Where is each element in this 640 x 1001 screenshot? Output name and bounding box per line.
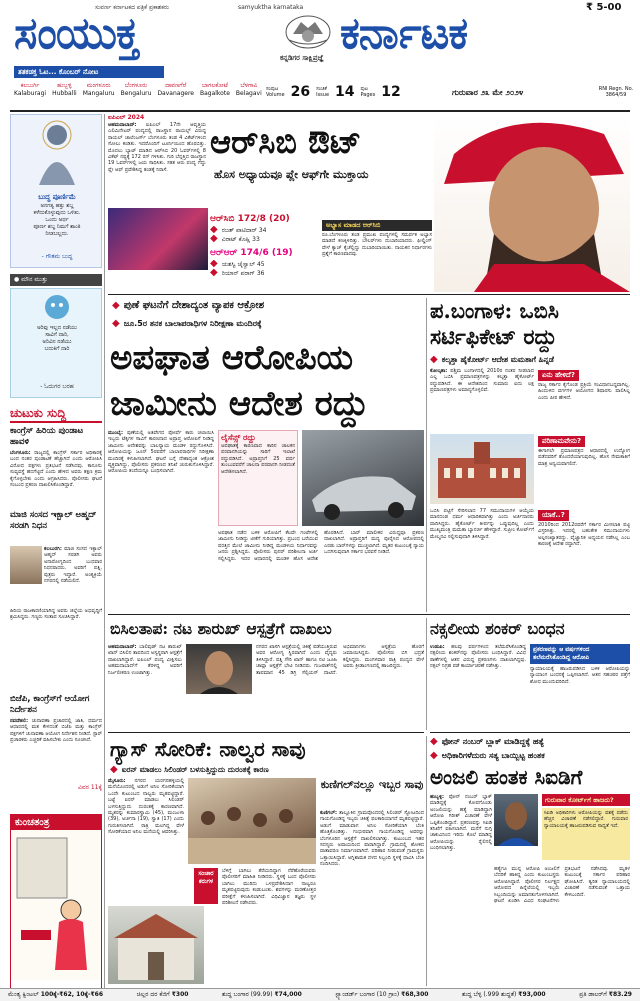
quote-title: ಬುದ್ಧ ಪೂರ್ಣಿಮೆ: [38, 193, 76, 201]
high-court-photo: [430, 434, 534, 504]
naxal-headline: ನಕ್ಸಲೀಯ ಶಂಕರ್ ಬಂಧನ: [430, 619, 565, 638]
anjali-box: ಸಿಐಡಿ ಅಧಿಕಾರಿಗಳು ಆರೋಪಿಯನ್ನು ವಶಕ್ಕೆ ಪಡೆದು ಹೆಚ್ಚಿನ ವಿಚಾರಣೆ ನಡೆಸಲಿದ್ದಾರೆ. ಗುರುವಾರ ನ್ಯಾಯಾಲಯಕ್ಕೆ ಹಾಜರುಪಡಿಸುವ ಸಾಧ್ಯತೆ ಇದೆ.: [542, 808, 630, 860]
edition-item: ಬೆಳಗಾವಿ Belagavi: [235, 82, 262, 97]
thought-box: ಅರಿವು ಇಲ್ಲದ ನಡೆಯು ಸಾವಿಗೆ ದಾರಿ, ಅರಿವಿನ ನಡೆಯು ಬದುಕಿಗೆ ದಾರಿ - ಓದುಗರ ಬರಹ: [10, 288, 102, 398]
actor-headline: ಬಿಸಿಲತಾಪ: ನಟ ಶಾರುಖ್ ಆಸ್ಪತ್ರೆಗೆ ದಾಖಲು: [110, 619, 332, 638]
ticker-item: ಮೆಂತ್ಯ ಕ್ವಿಂಟಲ್ 100ಕ್ಕೆ-₹62, 10ಕ್ಕೆ-₹66: [8, 991, 104, 998]
accused-photo: [494, 794, 538, 846]
obc-q2: ಪರಿಣಾಮವೇನು?: [538, 436, 585, 447]
cartoon-box: [10, 814, 102, 990]
anjali-headline: ಅಂಜಲಿ ಹಂತಕ ಸಿಐಡಿಗೆ: [430, 765, 583, 789]
gas-house-photo: [108, 906, 204, 984]
brief-item: ಕಾಂಗ್ರೆಸ್ ಹಿರಿಯ ಪುಂಡಾಟ ಹಾವಳಿ ಬೆಂಗಳೂರು: ರಾಜ್ಯದಲ್ಲಿ ಕಾಂಗ್ರೆಸ್ ಸರ್ಕಾರ ಅಧಿಕಾರಕ್ಕೆ ಬಂದ ನಂತರ ಪುಂಡಾಟಿಕೆ ಹೆಚ್ಚಾಗಿದೆ ಎಂದು ಆರೋಪಿಸಿ ವಿರೋಧ ಪಕ್ಷಗಳು ಪ್ರತಿಭಟನೆ ನಡೆಸಿದವು. ಕಾನೂನು ಸುವ್ಯವಸ್ಥೆ ಹದಗೆಟ್ಟಿದೆ ಎಂದು ಹೇಳಿದ ಅವರು ತಕ್ಷಣ ಕ್ರಮ ಕೈಗೊಳ್ಳಬೇಕು ಎಂದು ಆಗ್ರಹಿಸಿದರು. ಪೊಲೀಸರು ಘಟನೆ ಸಂಬಂಧ ಪ್ರಕರಣ ದಾಖಲಿಸಿಕೊಂಡಿದ್ದಾರೆ.: [10, 426, 102, 489]
cartoon-head: ಕುಂಚತಂತ್ರ: [11, 815, 101, 830]
lead-highlight: ಅಭ್ಯಾಸ ಮಾಡದ ಆರ್‌ಸಿಬಿ: [322, 220, 432, 231]
masthead-slogan: ತತಕಡಕ್ತ ಓಟ... ಕೊಂಬರ್‌ ನೋಟ: [14, 66, 164, 78]
gas-crowd-photo: [188, 778, 316, 864]
obc-headline-2: ಸರ್ಟಿಫಿಕೇಟ್ ರದ್ದು: [430, 324, 557, 349]
anjali-story: ◆ ಫೋನ್ ನಂಬರ್ ಬ್ಲಾಕ್ ಮಾಡಿದ್ದಕ್ಕೆ ಹತ್ಯೆ ◆ ಅಧಿಕಾರಿಗಳೆದುರು ಸತ್ಯ ಬಾಯ್ಬಿಟ್ಟ ಹಂತಕ ಅಂಜಲಿ ಹಂತಕ ಸಿಐಡಿಗೆ ಹುಬ್ಬಳ್ಳಿ: ಫೋನ್ ನಂಬರ್ ಬ್ಲಾಕ್ ಮಾಡಿದ್ದಕ್ಕೆ ಕೋಪಗೊಂಡು ಅಂಜಲಿಯನ್ನು ಹತ್ಯೆ ಮಾಡಿದ್ದಾಗಿ ಆರೋಪಿ ಗಿರೀಶ್ ವಿಚಾರಣೆ ವೇಳೆ ಒಪ್ಪಿಕೊಂಡಿದ್ದಾನೆ. ಪ್ರಕರಣವನ್ನು ಸಿಐಡಿ ತನಿಖೆಗೆ ವಹಿಸಲಾಗಿದೆ. ಮನೆಗೆ ನುಗ್ಗಿ ಚಾಕುವಿನಿಂದ ಇರಿದು ಕೊಲೆ ಮಾಡಿದ್ದ ಆರೋಪಿಯನ್ನು ರೈಲಿನಲ್ಲಿ ಬಂಧಿಸಲಾಗಿತ್ತು. ಗುರುವಾರ ಕೋರ್ಟ್‌ಗೆ ಹಾಜರು? ಸಿಐಡಿ ಅಧಿಕಾರಿಗಳು ಆರೋಪಿಯನ್ನು ವಶಕ್ಕೆ ಪಡೆದು ಹೆಚ್ಚಿನ ವಿಚಾರಣೆ ನಡೆಸಲಿದ್ದಾರೆ. ಗುರುವಾರ ನ್ಯಾಯಾಲಯಕ್ಕೆ ಹಾಜರುಪಡಿಸುವ ಸಾಧ್ಯತೆ ಇದೆ. ಹತ್ಯೆಗೂ ಮುನ್ನ ಆರೋಪಿ ಅಂಜಲಿಗೆ ಬೆದರಿಕೆ ಹಾಕಿದ್ದ ಎಂದು ಕುಟುಂಬಸ್ಥರು ಆರೋಪಿಸಿದ್ದಾರೆ. ಪೊಲೀಸರ ನಿರ್ಲಕ್ಷ್ಯದ ಆರೋಪದ ಹಿನ್ನೆಲೆಯಲ್ಲಿ ಇಬ್ಬರು ಸಿಬ್ಬಂದಿಯನ್ನು ಅಮಾನತುಗೊಳಿಸಲಾಗಿದೆ. ಘಟನೆ ಖಂಡಿಸಿ ವಿವಿಧ ಸಂಘಟನೆಗಳು ಪ್ರತಿಭಟನೆ ನಡೆಸಿದವು. ಮೃತಳ ಕುಟುಂಬಕ್ಕೆ ಸರ್ಕಾರ ಪರಿಹಾರ ಘೋಷಿಸಿದೆ. ತ್ವರಿತ ನ್ಯಾಯಾಲಯದಲ್ಲಿ ವಿಚಾರಣೆ ನಡೆಸುವಂತೆ ಒತ್ತಾಯ ಕೇಳಿಬಂದಿದೆ.: [430, 736, 630, 986]
lead-story: ಐಪಿಎಲ್ 2024 ಅಹಮದಾಬಾದ್: ಐಪಿಎಲ್ 17ನೇ ಆವೃತ್ತಿಯ ಎಲಿಮಿನೇಟರ್ ಪಂದ್ಯದಲ್ಲಿ ರಾಜಸ್ಥಾನ ರಾಯಲ್ಸ್ ವಿರುದ್ಧ ರಾಯಲ್ ಚಾಲೆಂಜರ್ಸ್ ಬೆಂಗಳೂರು ತಂಡ 4 ವಿಕೆಟ್‌ಗಳಿಂದ ಸೋಲು ಕಂಡಿತು. ಇದರೊಂದಿಗೆ ಟೂರ್ನಿಯಿಂದ ಹೊರಬಿತ್ತು. ಮೊದಲು ಬ್ಯಾಟ್ ಮಾಡಿದ ಆರ್‌ಸಿಬಿ 20 ಓವರ್‌ಗಳಲ್ಲಿ 8 ವಿಕೆಟ್ ನಷ್ಟಕ್ಕೆ 172 ರನ್ ಗಳಿಸಿತು. ಗುರಿ ಬೆನ್ನತ್ತಿದ ರಾಜಸ್ಥಾನ 19 ಓವರ್‌ಗಳಲ್ಲಿ ಜಯ ಸಾಧಿಸಿತು. ಸತತ ಆರು ಪಂದ್ಯ ಗೆದ್ದು ಪ್ಲೇ ಆಫ್ ಪ್ರವೇಶಿಸಿದ್ದ ತಂಡಕ್ಕೆ ನಿರಾಸೆ. ಆರ್‌ಸಿಬಿ ಔಟ್ ಹೊಸ ಅಧ್ಯಾಯವೂ ಪ್ಲೇ ಆಫ್‌ಗೇ ಮುಕ್ತಾಯ ಆರ್‌ಸಿಬಿ 172/8 (20) ◆ ರಜತ್ ಪಾಟಿದಾರ್ 34 ◆ ವಿರಾಟ್ ಕೊಹ್ಲಿ 33 ಆರ್‌ಆರ್ 174/6 (19) ◆ ಯಶಸ್ವಿ ಜೈಸ್ವಾಲ್ 45 ◆ ರಿಯಾನ್ ಪರಾಗ್ 36 ಅಭ್ಯಾಸ ಮಾಡದ ಆರ್‌ಸಿಬಿ ರೂ.ಬೆಂಗಳೂರು ತಂಡ ಪ್ರಮುಖ ಪಂದ್ಯಗಳಲ್ಲಿ ಸಮರ್ಪಕ ಅಭ್ಯಾಸ ಮಾಡದೆ ಕಣಕ್ಕಿಳಿದಿತ್ತು. ಬೌಲರ್‌ಗಳು ದುಬಾರಿಯಾದರು. ಫೀಲ್ಡಿಂಗ್ ವೇಳೆ ಕ್ಯಾಚ್ ಕೈಚೆಲ್ಲಿದ್ದು ದುಬಾರಿಯಾಯಿತು. ನಾಯಕನ ನಿರ್ಧಾರಗಳು ಪ್ರಶ್ನೆಗೆ ಕಾರಣವಾದವು.: [108, 114, 630, 292]
quote-author: - ಗೌತಮ ಬುದ್ಧ: [41, 253, 73, 260]
issue-info: ಸಂಪುಟ Volume 26 ಸಂಚಿಕೆ Issue 14 ಪುಟ Pages 12: [266, 84, 401, 100]
crashed-car-photo: [302, 430, 424, 526]
actor-story: ಬಿಸಿಲತಾಪ: ನಟ ಶಾರುಖ್ ಆಸ್ಪತ್ರೆಗೆ ದಾಖಲು ಅಹಮದಾಬಾದ್: ಬಾಲಿವುಡ್ ನಟ ಶಾರುಖ್ ಖಾನ್ ಬಿಸಿಲಿನ ತಾಪದಿಂದ ಅಸ್ವಸ್ಥರಾಗಿ ಆಸ್ಪತ್ರೆಗೆ ದಾಖಲಾಗಿದ್ದಾರೆ. ಐಪಿಎಲ್ ಪಂದ್ಯ ವೀಕ್ಷಿಸಲು ಅಹಮದಾಬಾದ್‌ಗೆ ತೆರಳಿದ್ದ ಅವರಿಗೆ ನಿರ್ಜಲೀಕರಣ ಉಂಟಾಗಿತ್ತು. ನಗರದ ಖಾಸಗಿ ಆಸ್ಪತ್ರೆಯಲ್ಲಿ ಚಿಕಿತ್ಸೆ ಪಡೆಯುತ್ತಿರುವ ಅವರ ಆರೋಗ್ಯ ಸ್ಥಿರವಾಗಿದೆ ಎಂದು ವೈದ್ಯರು ತಿಳಿಸಿದ್ದಾರೆ. ಪತ್ನಿ ಗೌರಿ ಖಾನ್ ಹಾಗೂ ನಟಿ ಜೂಹಿ ಚಾವ್ಲಾ ಆಸ್ಪತ್ರೆಗೆ ಭೇಟಿ ನೀಡಿದರು. ಗುಜರಾತ್‌ನಲ್ಲಿ ತಾಪಮಾನ 45 ಡಿಗ್ರಿ ಸೆಲ್ಸಿಯಸ್ ದಾಟಿದೆ. ಅಭಿಮಾನಿಗಳು ಆಸ್ಪತ್ರೆಯ ಹೊರಗೆ ಜಮಾಯಿಸಿದ್ದರು. ಪೊಲೀಸರು ಬಿಗಿ ಭದ್ರತೆ ಕಲ್ಪಿಸಿದ್ದರು. ಮಂಗಳವಾರ ರಾತ್ರಿ ಪಂದ್ಯದ ವೇಳೆ ಅವರು ಕ್ರೀಡಾಂಗಣದಲ್ಲಿ ಹಾಜರಿದ್ದರು.: [108, 618, 424, 730]
thought-author: - ಓದುಗರ ಬರಹ: [40, 383, 74, 390]
accident-kicker-2: ◆ ಜೂ.5ರ ತನಕ ಬಾಲಾಪರಾಧಿಗಳ ನಿರೀಕ್ಷಣಾ ಮಂದಿರಕ್ಕೆ: [112, 318, 262, 329]
gas-side-head: ಕುಣಿಗಲ್‌ನಲ್ಲೂ ಇಬ್ಬರ ಸಾವು: [320, 778, 424, 791]
masthead-motto: ಕನ್ನಡಿಗರ ಸಾಕ್ಷಿಪ್ರಜ್ಞೆ: [280, 54, 324, 62]
naxal-story: ನಕ್ಸಲೀಯ ಶಂಕರ್ ಬಂಧನ ಉಡುಪಿ: ಹಲವು ವರ್ಷಗಳಿಂದ ತಲೆಮರೆಸಿಕೊಂಡಿದ್ದ ನಕ್ಸಲೀಯ ಶಂಕರ್‌ನನ್ನು ಪೊಲೀಸರು ಬಂಧಿಸಿದ್ದಾರೆ. ವಿವಿಧ ಠಾಣೆಗಳಲ್ಲಿ ಆತನ ವಿರುದ್ಧ ಪ್ರಕರಣಗಳು ದಾಖಲಾಗಿದ್ದವು. ನಕ್ಸಲ್ ನಿಗ್ರಹ ಪಡೆ ಕಾರ್ಯಾಚರಣೆ ನಡೆಸಿತ್ತು. ಪ್ರಕರಣವನ್ನು ಆ ವರ್ಷಗಳಿಂದ ತಲೆಮರೆಸಿಕೊಂಡಿದ್ದ ಆರೋಪಿ ನ್ಯಾಯಾಲಯಕ್ಕೆ ಹಾಜರುಪಡಿಸಿದ ಬಳಿಕ ಆರೋಪಿಯನ್ನು ನ್ಯಾಯಾಂಗ ಬಂಧನಕ್ಕೆ ಒಪ್ಪಿಸಲಾಗಿದೆ. ಆತನ ಸಹಚರರ ಪತ್ತೆಗೆ ಶೋಧ ಮುಂದುವರಿದಿದೆ.: [430, 619, 630, 685]
brief-more[interactable]: ವಿವರ 11ಕ್ಕೆ: [78, 784, 102, 791]
obc-sub: ◆ ಕಲ್ಕತ್ತಾ ಹೈಕೋರ್ಟ್ ಆದೇಶ ಮಮತಾಗೆ ಹಿನ್ನಡೆ: [430, 354, 554, 365]
lead-kicker: ಐಪಿಎಲ್ 2024: [108, 114, 145, 121]
regn-number: RNI Regn. No. 3864/59: [598, 86, 634, 98]
ticker-item: ಪ್ರತಿ ಡಾಲರ್‌ಗೆ ₹83.29: [579, 991, 632, 998]
lead-body: ಅಹಮದಾಬಾದ್: ಐಪಿಎಲ್ 17ನೇ ಆವೃತ್ತಿಯ ಎಲಿಮಿನೇಟರ್ ಪಂದ್ಯದಲ್ಲಿ ರಾಜಸ್ಥಾನ ರಾಯಲ್ಸ್ ವಿರುದ್ಧ ರಾಯಲ್ ಚಾಲೆಂಜರ್ಸ್ ಬೆಂಗಳೂರು ತಂಡ 4 ವಿಕೆಟ್‌ಗಳಿಂದ ಸೋಲು ಕಂಡಿತು. ಇದರೊಂದಿಗೆ ಟೂರ್ನಿಯಿಂದ ಹೊರಬಿತ್ತು. ಮೊದಲು ಬ್ಯಾಟ್ ಮಾಡಿದ ಆರ್‌ಸಿಬಿ 20 ಓವರ್‌ಗಳಲ್ಲಿ 8 ವಿಕೆಟ್ ನಷ್ಟಕ್ಕೆ 172 ರನ್ ಗಳಿಸಿತು. ಗುರಿ ಬೆನ್ನತ್ತಿದ ರಾಜಸ್ಥಾನ 19 ಓವರ್‌ಗಳಲ್ಲಿ ಜಯ ಸಾಧಿಸಿತು. ಸತತ ಆರು ಪಂದ್ಯ ಗೆದ್ದು ಪ್ಲೇ ಆಫ್ ಪ್ರವೇಶಿಸಿದ್ದ ತಂಡಕ್ಕೆ ನಿರಾಸೆ.: [108, 122, 206, 173]
brief-item: ಮಾಜಿ ಸಂಸದ ಇಕ್ಬಾಲ್ ಅಹ್ಮದ್ ಸರಡಗಿ ನಿಧನ ಕಲಬುರಗಿ: ಮಾಜಿ ಸಂಸದ ಇಕ್ಬಾಲ್ ಅಹ್ಮದ್ ಸರಡಗಿ ಅವರು ಅನಾರೋಗ್ಯದಿಂದ ಬುಧವಾರ ನಿಧನರಾದರು. ಅವರಿಗೆ ಪತ್ನಿ, ಪುತ್ರರು ಇದ್ದಾರೆ. ಅಂತ್ಯಕ್ರಿಯೆ ನಗರದಲ್ಲಿ ನಡೆಯಲಿದೆ. ಹಿರಿಯ ರಾಜಕಾರಣಿಯಾಗಿದ್ದ ಅವರು ಜಿಲ್ಲೆಯ ಅಭಿವೃದ್ಧಿಗೆ ಶ್ರಮಿಸಿದ್ದರು. ಗಣ್ಯರು ಸಂತಾಪ ಸೂಚಿಸಿದ್ದಾರೆ.: [10, 510, 102, 621]
match-photo: [108, 208, 208, 270]
ticker-item: ಶುದ್ಧ ಬಂಗಾರ (99.99) ₹74,000: [222, 991, 302, 998]
obc-q1: ಏನು ಹೇಳಿದೆ?: [538, 370, 579, 381]
volume-number: 26: [290, 84, 311, 100]
ticker-item: ಚಿಲ್ಲರ ದರ ಕೆಜಿಗೆ ₹300: [136, 991, 189, 998]
rcb-score: ಆರ್‌ಸಿಬಿ 172/8 (20): [210, 214, 290, 224]
buddha-box: [10, 114, 102, 268]
actor-photo: [186, 644, 252, 694]
emblem-logo: [283, 12, 333, 52]
rr-score: ಆರ್‌ಆರ್ 174/6 (19): [210, 248, 293, 258]
gas-story: ಗ್ಯಾಸ್ ಸೋರಿಕೆ: ನಾಲ್ವರ ಸಾವು ◆ ಐರನ್ ಮಾಡಲು ಸಿಲಿಂಡರ್ ಬಳಸುತ್ತಿದ್ದುದು ದುರಂತಕ್ಕೆ ಕಾರಣ ಮೈಸೂರು: ನಗರದ ಯರಗನಹಳ್ಳಿಯಲ್ಲಿ ಮನೆಯೊಂದರಲ್ಲಿ ಅಡುಗೆ ಅನಿಲ ಸೋರಿಕೆಯಾಗಿ ಒಂದೇ ಕುಟುಂಬದ ನಾಲ್ವರು ಮೃತಪಟ್ಟಿದ್ದಾರೆ. ಬಟ್ಟೆ ಐರನ್ ಮಾಡಲು ಸಿಲಿಂಡರ್ ಬಳಸುತ್ತಿದ್ದುದು ದುರಂತಕ್ಕೆ ಕಾರಣವಾಗಿದೆ. ಮೃತರನ್ನು ಕುಮಾರಸ್ವಾಮಿ (45), ಮಂಜುಳಾ (39), ಅರ್ಚನಾ (19), ಸ್ವಾತಿ (17) ಎಂದು ಗುರುತಿಸಲಾಗಿದೆ. ರಾತ್ರಿ ಮಲಗಿದ್ದ ವೇಳೆ ಸೋರಿಕೆಯಾದ ಅನಿಲ ಮನೆಯಲ್ಲಿ ಆವರಿಸಿತ್ತು. ಸಂಚಾರ ಕರುಗಳ ಬೆಳಿಗ್ಗೆ ಬಾಗಿಲು ತೆರೆಯದಿದ್ದಾಗ ನೆರೆಹೊರೆಯವರು ಪೊಲೀಸರಿಗೆ ಮಾಹಿತಿ ನೀಡಿದರು. ಸ್ಥಳಕ್ಕೆ ಬಂದ ಪೊಲೀಸರು ಬಾಗಿಲು ಮುರಿದು ಒಳಪ್ರವೇಶಿಸಿದಾಗ ನಾಲ್ವರೂ ಮೃತಪಟ್ಟಿರುವುದು ಕಂಡುಬಂತು. ಶವಗಳನ್ನು ಮರಣೋತ್ತರ ಪರೀಕ್ಷೆಗೆ ಕಳುಹಿಸಲಾಗಿದೆ. ವಿಧಿವಿಜ್ಞಾನ ತಜ್ಞರು ಸ್ಥಳ ಪರಿಶೀಲನೆ ನಡೆಸಿದರು. ಕುಣಿಗಲ್‌ನಲ್ಲೂ ಇಬ್ಬರ ಸಾವು ಕುಣಿಗಲ್: ತಾಲ್ಲೂಕಿನ ಗ್ರಾಮವೊಂದರಲ್ಲಿ ಸಿಲಿಂಡರ್ ಸ್ಫೋಟದಿಂದ ಗಾಯಗೊಂಡಿದ್ದ ಇಬ್ಬರು ಚಿಕಿತ್ಸೆ ಫಲಕಾರಿಯಾಗದೆ ಮೃತಪಟ್ಟಿದ್ದಾರೆ. ಅಡುಗೆ ಮಾಡುವಾಗ ಅನಿಲ ಸೋರಿಕೆಯಾಗಿ ಬೆಂಕಿ ಹೊತ್ತಿಕೊಂಡಿತ್ತು. ಗಂಭೀರವಾಗಿ ಗಾಯಗೊಂಡಿದ್ದ ಅವರನ್ನು ಬೆಂಗಳೂರಿನ ಆಸ್ಪತ್ರೆಗೆ ದಾಖಲಿಸಲಾಗಿತ್ತು. ಕುಟುಂಬದ ಇತರ ಸದಸ್ಯರು ಅಪಾಯದಿಂದ ಪಾರಾಗಿದ್ದಾರೆ. ಗ್ರಾಮದಲ್ಲಿ ಶೋಕದ ವಾತಾವರಣ ನಿರ್ಮಾಣವಾಗಿದೆ. ಪರಿಹಾರ ನೀಡುವಂತೆ ಗ್ರಾಮಸ್ಥರು ಒತ್ತಾಯಿಸಿದ್ದಾರೆ. ಅಗ್ನಿಶಾಮಕ ದಳದ ಸಿಬ್ಬಂದಿ ಸ್ಥಳಕ್ಕೆ ಧಾವಿಸಿ ಬೆಂಕಿ ನಂದಿಸಿದರು.: [108, 736, 424, 986]
sidebar: [10, 114, 102, 990]
accident-story: ◆ ಪುಣೆ ಘಟನೆಗೆ ದೇಶಾದ್ಯಂತ ವ್ಯಾಪಕ ಆಕ್ರೋಶ ◆ ಜೂ.5ರ ತನಕ ಬಾಲಾಪರಾಧಿಗಳ ನಿರೀಕ್ಷಣಾ ಮಂದಿರಕ್ಕೆ ಅಪಘಾತ ಆರೋಪಿಯ ಜಾಮೀನು ಆದೇಶ ರದ್ದು ಮುಂಬೈ: ಪುಣೆಯಲ್ಲಿ ಅತಿವೇಗದ ಪೋರ್ಷೆ ಕಾರು ಚಲಾಯಿಸಿ ಇಬ್ಬರು ಟೆಕ್ಕಿಗಳ ಸಾವಿಗೆ ಕಾರಣನಾದ ಅಪ್ರಾಪ್ತ ಆರೋಪಿಗೆ ನೀಡಿದ್ದ ಜಾಮೀನು ಆದೇಶವನ್ನು ಬಾಲನ್ಯಾಯ ಮಂಡಳಿ ರದ್ದುಗೊಳಿಸಿದೆ. ಆರೋಪಿಯನ್ನು ಜೂನ್ 5ರವರೆಗೆ ಬಾಲಾಪರಾಧಿಗಳ ನಿರೀಕ್ಷಣಾ ಮಂದಿರಕ್ಕೆ ಕಳುಹಿಸಲಾಗಿದೆ. ಘಟನೆ ಬಗ್ಗೆ ದೇಶಾದ್ಯಂತ ಆಕ್ರೋಶ ವ್ಯಕ್ತವಾಗಿದ್ದು, ಪೊಲೀಸರು ಪ್ರಕರಣದ ತನಿಖೆ ಚುರುಕುಗೊಳಿಸಿದ್ದಾರೆ. ಆರೋಪಿಯ ತಂದೆಯನ್ನೂ ಬಂಧಿಸಲಾಗಿದೆ. ಲೈಸೆನ್ಸ್ ರದ್ದು ಅಪಘಾತಕ್ಕೆ ಕಾರಣವಾದ ಕಾರಿನ ಚಾಲಕನ ಪರವಾನಗಿಯನ್ನು ಸಾರಿಗೆ ಇಲಾಖೆ ರದ್ದುಪಡಿಸಿದೆ. ಅಪ್ರಾಪ್ತನಿಗೆ 25 ವರ್ಷ ತುಂಬುವವರೆಗೆ ಚಾಲನಾ ಪರವಾನಗಿ ನೀಡದಂತೆ ಆದೇಶಿಸಲಾಗಿದೆ. ಅಪಘಾತ ನಡೆದ ಬಳಿಕ ಆರೋಪಿಗೆ ಕೆಲವೇ ಗಂಟೆಗಳಲ್ಲಿ ಜಾಮೀನು ನೀಡಿದ್ದು ಟೀಕೆಗೆ ಗುರಿಯಾಗಿತ್ತು. ಪ್ರಬಂಧ ಬರೆಯುವ ಷರತ್ತಿನ ಮೇಲೆ ಜಾಮೀನು ನೀಡಿದ್ದ ಮಂಡಳಿಯ ನಿರ್ಧಾರವನ್ನು ಜನರು ಪ್ರಶ್ನಿಸಿದ್ದರು. ಪೊಲೀಸರು ಪುನರ್ ಪರಿಶೀಲನಾ ಅರ್ಜಿ ಸಲ್ಲಿಸಿದ್ದರು. ಇದರ ಆಧಾರದಲ್ಲಿ ಮಂಡಳಿ ಹೊಸ ಆದೇಶ ಹೊರಡಿಸಿದೆ. ಬಾರ್ ಮಾಲೀಕರ ವಿರುದ್ಧವೂ ಪ್ರಕರಣ ದಾಖಲಾಗಿದೆ. ಅಪ್ರಾಪ್ತರಿಗೆ ಮದ್ಯ ಪೂರೈಸಿದ ಆರೋಪದಲ್ಲಿ ಎರಡು ಬಾರ್‌ಗಳನ್ನು ಮುಚ್ಚಲಾಗಿದೆ. ಮೃತರ ಕುಟುಂಬಕ್ಕೆ ನ್ಯಾಯ ಒದಗಿಸುವುದಾಗಿ ಸರ್ಕಾರ ಭರವಸೆ ನೀಡಿದೆ.: [108, 298, 424, 612]
gas-stamp: ಸಂಚಾರ ಕರುಗಳ: [194, 868, 218, 904]
edition-item: ಕಲಬುರ್ಗಿ Kalaburagi: [14, 82, 47, 97]
naxal-tag: ಪ್ರಕರಣವನ್ನು ಆ ವರ್ಷಗಳಿಂದ ತಲೆಮರೆಸಿಕೊಂಡಿದ್ದ ಆರೋಪಿ: [530, 644, 630, 664]
brief-head: ಚುಟುಕು ಸುದ್ದಿ: [10, 406, 102, 423]
gas-headline: ಗ್ಯಾಸ್ ಸೋರಿಕೆ: ನಾಲ್ವರ ಸಾವು: [110, 737, 306, 761]
brief-item: ಬಿಜೆಪಿ, ಕಾಂಗ್ರೆಸ್‌ಗೆ ಆಯೋಗ ನಿರ್ದೇಶನ ನವದೆಹಲಿ: ಚುನಾವಣಾ ಪ್ರಚಾರದಲ್ಲಿ ಜಾತಿ, ಧರ್ಮದ ಆಧಾರದಲ್ಲಿ ಮತ ಕೇಳದಂತೆ ಬಿಜೆಪಿ ಮತ್ತು ಕಾಂಗ್ರೆಸ್ ಪಕ್ಷಗಳಿಗೆ ಚುನಾವಣಾ ಆಯೋಗ ನಿರ್ದೇಶನ ನೀಡಿದೆ. ಸ್ಟಾರ್ ಪ್ರಚಾರಕರು ಎಚ್ಚರಿಕೆ ವಹಿಸಬೇಕು ಎಂದು ಸೂಚಿಸಿದೆ. ವಿವರ 11ಕ್ಕೆ: [10, 694, 102, 791]
edition-bar: [14, 82, 264, 104]
mini-label: ● ಮೌನ ಮುತ್ತು: [10, 274, 102, 286]
issue-date: ಗುರುವಾರ ೨೩ ಮೇ ೨೦೨೪: [452, 88, 524, 97]
anjali-kicker-2: ◆ ಅಧಿಕಾರಿಗಳೆದುರು ಸತ್ಯ ಬಾಯ್ಬಿಟ್ಟ ಹಂತಕ: [430, 750, 545, 761]
edition-item: ಹುಬ್ಬಳ್ಳಿ Hubballi: [52, 82, 77, 97]
edition-item: ಬೆಂಗಳೂರು Bengaluru: [120, 82, 152, 97]
pearl-icon: ●: [14, 276, 20, 283]
gas-sub: ◆ ಐರನ್ ಮಾಡಲು ಸಿಲಿಂಡರ್ ಬಳಸುತ್ತಿದ್ದುದು ದುರಂತಕ್ಕೆ ಕಾರಣ: [110, 764, 269, 775]
edition-item: ಮಂಗಳೂರು Mangaluru: [82, 82, 115, 97]
edition-item: ದಾವಣಗೆರೆ Davanagere: [157, 82, 194, 97]
obc-headline-1: ಪ.ಬಂಗಾಳ: ಒಬಿಸಿ: [430, 298, 559, 323]
portrait-photo: [10, 546, 42, 584]
anjali-box-title: ಗುರುವಾರ ಕೋರ್ಟ್‌ಗೆ ಹಾಜರು?: [542, 794, 630, 806]
pages-number: 12: [381, 84, 401, 100]
obc-story: ಪ.ಬಂಗಾಳ: ಒಬಿಸಿ ಸರ್ಟಿಫಿಕೇಟ್ ರದ್ದು ◆ ಕಲ್ಕತ್ತಾ ಹೈಕೋರ್ಟ್ ಆದೇಶ ಮಮತಾಗೆ ಹಿನ್ನಡೆ ಕೋಲ್ಕತಾ: ಪಶ್ಚಿಮ ಬಂಗಾಳದಲ್ಲಿ 2010ರ ನಂತರ ನೀಡಲಾದ ಎಲ್ಲ ಒಬಿಸಿ ಪ್ರಮಾಣಪತ್ರಗಳನ್ನು ಕಲ್ಕತ್ತಾ ಹೈಕೋರ್ಟ್ ರದ್ದುಪಡಿಸಿದೆ. ಈ ಆದೇಶದಿಂದ ಸುಮಾರು ಐದು ಲಕ್ಷ ಪ್ರಮಾಣಪತ್ರಗಳು ಅಮಾನ್ಯಗೊಳ್ಳಲಿವೆ. ಏನು ಹೇಳಿದೆ? ರಾಜ್ಯ ಸರ್ಕಾರ ಕೈಗೊಂಡ ಪ್ರಕ್ರಿಯೆ ಸಂವಿಧಾನಬದ್ಧವಾಗಿಲ್ಲ. ಹಿಂದುಳಿದ ವರ್ಗಗಳ ಆಯೋಗದ ಶಿಫಾರಸು ಪಾಲಿಸಿಲ್ಲ ಎಂದು ಪೀಠ ಹೇಳಿದೆ. ಪರಿಣಾಮವೇನು? ಈಗಾಗಲೇ ಪ್ರಮಾಣಪತ್ರದ ಆಧಾರದಲ್ಲಿ ಉದ್ಯೋಗ ಪಡೆದವರಿಗೆ ತೊಂದರೆಯಾಗುವುದಿಲ್ಲ. ಹೊಸ ನೇಮಕಾತಿಗೆ ಮಾತ್ರ ಅನ್ವಯವಾಗಲಿದೆ. ಒಬಿಸಿ ಪಟ್ಟಿಗೆ ಸೇರಿಸಲಾದ 77 ಸಮುದಾಯಗಳ ಆಯ್ಕೆಯ ಮಾನದಂಡ ಧರ್ಮ ಆಧಾರಿತವಾಗಿತ್ತು ಎಂದು ಅರ್ಜಿದಾರರು ವಾದಿಸಿದ್ದರು. ಹೈಕೋರ್ಟ್ ತೀರ್ಪನ್ನು ಒಪ್ಪುವುದಿಲ್ಲ ಎಂದು ಮುಖ್ಯಮಂತ್ರಿ ಮಮತಾ ಬ್ಯಾನರ್ಜಿ ಹೇಳಿದ್ದಾರೆ. ಸುಪ್ರೀಂ ಕೋರ್ಟ್‌ಗೆ ಮೇಲ್ಮನವಿ ಸಲ್ಲಿಸುವುದಾಗಿ ತಿಳಿಸಿದ್ದಾರೆ. ಯಾಕೆ..? 2010ರಿಂದ 2012ರವರೆಗೆ ಸರ್ಕಾರ ಮೀಸಲಾತಿ ಪಟ್ಟಿ ವಿಸ್ತರಿಸಿತ್ತು. ಇದರಲ್ಲಿ ಬಹುತೇಕ ಸಮುದಾಯಗಳು ಅಲ್ಪಸಂಖ್ಯಾತರದ್ದು. ವೈಜ್ಞಾನಿಕ ಅಧ್ಯಯನ ನಡೆಸಿಲ್ಲ ಎಂಬ ಕಾರಣಕ್ಕೆ ಆದೇಶ ರದ್ದಾಗಿದೆ.: [430, 298, 630, 612]
price-badge: ₹ 5-00: [586, 2, 622, 13]
anjali-kicker-1: ◆ ಫೋನ್ ನಂಬರ್ ಬ್ಲಾಕ್ ಮಾಡಿದ್ದಕ್ಕೆ ಹತ್ಯೆ: [430, 736, 544, 747]
edition-item: ಬಾಗಲಕೋಟೆ Bagalkote: [199, 82, 230, 97]
masthead: [0, 0, 640, 112]
accident-headline-2: ಜಾಮೀನು ಆದೇಶ ರದ್ದು: [110, 384, 369, 424]
ticker-item: ಸ್ಟ್ಯಾಂಡರ್ಡ್ ಬಂಗಾರ (10 ಗ್ರಾಂ) ₹68,300: [335, 991, 429, 998]
obc-q3: ಯಾಕೆ..?: [538, 510, 569, 521]
accident-headline-1: ಅಪಘಾತ ಆರೋಪಿಯ: [110, 338, 354, 378]
lead-headline: ಆರ್‌ಸಿಬಿ ಔಟ್: [210, 123, 362, 161]
masthead-tagline: ಸುವರ್ಣ ಕರ್ನಾಟಕದ ಪತ್ರಿಕೆ ಪ್ರಕಾಶಕರು: [95, 4, 170, 11]
ticker-item: ಶುದ್ಧ ಬೆಳ್ಳಿ (.999 ಶುದ್ಧತೆ) ₹93,000: [462, 991, 546, 998]
masthead-title-left: ಸಂಯುಕ್ತ: [14, 8, 139, 59]
buddha-image: [25, 119, 89, 189]
masthead-title-right: ಕರ್ನಾಟಕ: [340, 8, 468, 59]
license-box: ಲೈಸೆನ್ಸ್ ರದ್ದು ಅಪಘಾತಕ್ಕೆ ಕಾರಣವಾದ ಕಾರಿನ ಚಾಲಕನ ಪರವಾನಗಿಯನ್ನು ಸಾರಿಗೆ ಇಲಾಖೆ ರದ್ದುಪಡಿಸಿದೆ. ಅಪ್ರಾಪ್ತನಿಗೆ 25 ವರ್ಷ ತುಂಬುವವರೆಗೆ ಚಾಲನಾ ಪರವಾನಗಿ ನೀಡದಂತೆ ಆದೇಶಿಸಲಾಗಿದೆ.: [218, 430, 298, 526]
thinker-icon: [37, 293, 77, 321]
issue-number: 14: [335, 84, 355, 100]
quote-text: ಅನಗತ್ಯ ಹತ್ತು ಶಬ್ದ ಕಳೆದುಕೊಳ್ಳುವುದು ಒಳಿತು. ಒಂದು ಅರ್ಥ ಪೂರ್ಣ ಶಬ್ದ ನಿಮಗೆ ಶಾಂತಿ ನೀಡಬಲ್ಲದು.: [33, 203, 81, 237]
market-ticker: [0, 988, 640, 1001]
accident-kicker-1: ◆ ಪುಣೆ ಘಟನೆಗೆ ದೇಶಾದ್ಯಂತ ವ್ಯಾಪಕ ಆಕ್ರೋಶ: [112, 300, 264, 311]
cartoon-image: [11, 830, 101, 980]
player-photo: [434, 114, 630, 292]
lead-subhead: ಹೊಸ ಅಧ್ಯಾಯವೂ ಪ್ಲೇ ಆಫ್‌ಗೇ ಮುಕ್ತಾಯ: [214, 168, 369, 181]
masthead-brand-en: samyuktha karnataka: [238, 4, 304, 11]
